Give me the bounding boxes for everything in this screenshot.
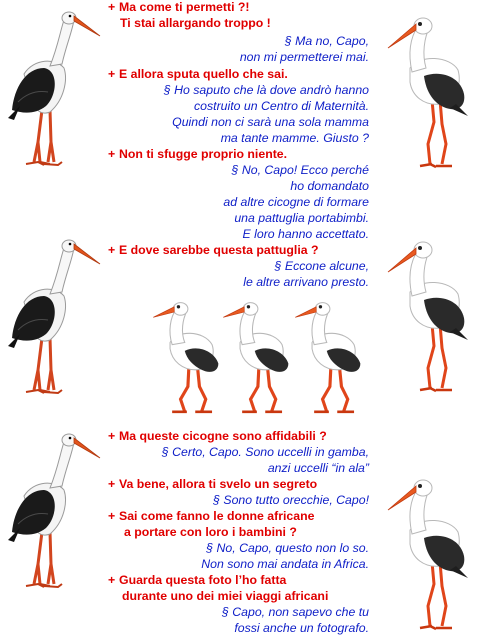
question-text: a portare con loro i bambini ? xyxy=(124,525,297,539)
patrol-stork-icon xyxy=(152,290,228,416)
answer-line: § Capo, non sapevo che tu xyxy=(222,605,369,619)
question-line xyxy=(108,476,317,492)
answer-line: § Sono tutto orecchie, Capo! xyxy=(213,493,369,507)
black-stork-icon xyxy=(4,2,104,172)
question-line xyxy=(120,15,271,31)
plus-marker: + xyxy=(108,67,116,81)
answer-line: fossi anche un fotografo. xyxy=(234,621,369,635)
question-text: Sai come fanno le donne africane xyxy=(119,509,315,523)
answer-line: § No, Capo, questo non lo so. xyxy=(206,541,369,555)
question-text: Ti stai allargando troppo ! xyxy=(120,16,271,30)
answer-line: § Eccone alcune, xyxy=(274,259,369,273)
question-line xyxy=(108,0,250,15)
question-line xyxy=(108,146,287,162)
question-line xyxy=(108,508,314,524)
question-line xyxy=(108,242,319,258)
black-stork-icon xyxy=(4,230,104,400)
answer-line: costruito un Centro di Maternità. xyxy=(194,99,369,113)
question-line xyxy=(122,588,328,604)
answer-line: § No, Capo! Ecco perché xyxy=(231,163,369,177)
question-text: Ma come ti permetti ?! xyxy=(119,0,250,14)
white-stork-icon xyxy=(380,466,480,636)
answer-line: ho domandato xyxy=(290,179,369,193)
answer-line: anzi uccelli “in ala” xyxy=(267,461,369,475)
question-text: E dove sarebbe questa pattuglia ? xyxy=(119,243,319,257)
question-line xyxy=(124,524,297,540)
question-line xyxy=(108,66,288,82)
answer-line: § Ma no, Capo, xyxy=(284,34,369,48)
white-stork-icon xyxy=(380,4,480,174)
question-text: Ma queste cicogne sono affidabili ? xyxy=(119,429,327,443)
question-text: Non ti sfugge proprio niente. xyxy=(119,147,288,161)
question-line xyxy=(108,428,327,444)
question-text: E allora sputa quello che sai. xyxy=(119,67,288,81)
plus-marker: + xyxy=(108,509,116,523)
patrol-stork-icon xyxy=(294,290,370,416)
plus-marker: + xyxy=(108,573,116,587)
plus-marker: + xyxy=(108,477,116,491)
answer-line: non mi permetterei mai. xyxy=(239,50,369,64)
answer-line: E loro hanno accettato. xyxy=(242,227,369,241)
answer-line: una pattuglia portabimbi. xyxy=(234,211,369,225)
patrol-stork-icon xyxy=(222,290,298,416)
question-text: Guarda questa foto l’ho fatta xyxy=(119,573,287,587)
plus-marker: + xyxy=(108,0,116,14)
answer-line: le altre arrivano presto. xyxy=(243,275,369,289)
white-stork-icon xyxy=(380,228,480,398)
answer-line: ma tante mamme. Giusto ? xyxy=(220,131,369,145)
plus-marker: + xyxy=(108,147,116,161)
question-line xyxy=(108,572,286,588)
answer-line: ad altre cicogne di formare xyxy=(223,195,369,209)
plus-marker: + xyxy=(108,243,116,257)
answer-line: § Certo, Capo. Sono uccelli in gamba, xyxy=(161,445,369,459)
black-stork-icon xyxy=(4,424,104,594)
answer-line: § Ho saputo che là dove andrò hanno xyxy=(163,83,369,97)
answer-line: Non sono mai andata in Africa. xyxy=(201,557,369,571)
question-text: durante uno dei miei viaggi africani xyxy=(122,589,329,603)
plus-marker: + xyxy=(108,429,116,443)
question-text: Va bene, allora ti svelo un segreto xyxy=(119,477,318,491)
answer-line: Quindi non ci sarà una sola mamma xyxy=(172,115,369,129)
